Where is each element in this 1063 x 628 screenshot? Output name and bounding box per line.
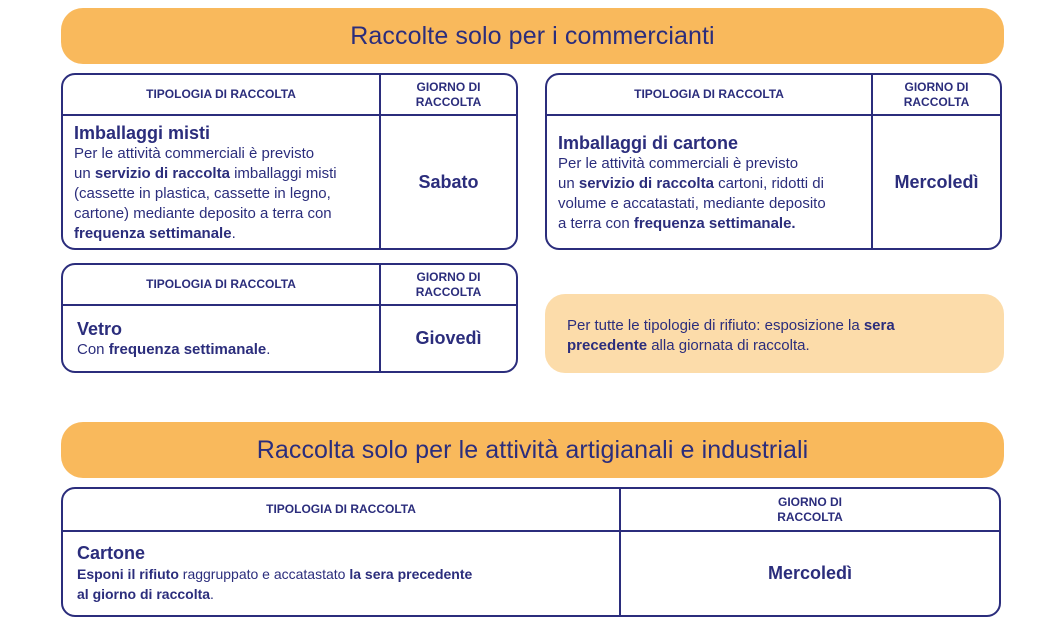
column-header-day: GIORNO DI RACCOLTA: [903, 79, 970, 109]
section-banner-commercial: [61, 8, 1004, 64]
collection-description: Cartone Esponi il rifiuto raggruppato e accatastato la sera precedente al giorno di raccolta.: [63, 532, 621, 615]
column-header-type: TIPOLOGIA DI RACCOLTA: [547, 75, 873, 114]
table-cardboard-packaging: [545, 73, 1002, 250]
collection-description: Vetro Con frequenza settimanale.: [63, 306, 381, 371]
table-mixed-packaging: [61, 73, 518, 250]
column-header-day: GIORNO DI RACCOLTA: [415, 79, 482, 109]
table-glass: [61, 263, 518, 373]
collection-title: Imballaggi misti: [74, 123, 211, 143]
collection-description: Imballaggi di cartone Per le attività commerciali è previsto un servizio di raccolta cartoni, ridotti di volume e accatastati, mediante deposito a terra con frequenza settimanale.: [547, 116, 873, 248]
section-title: Raccolta solo per le attività artigianali e industriali: [256, 435, 809, 464]
section-banner-industrial: [61, 422, 1004, 478]
collection-day: Giovedì: [415, 328, 482, 348]
column-header-type: TIPOLOGIA DI RACCOLTA: [63, 489, 621, 530]
collection-title: Cartone: [77, 543, 146, 563]
collection-day: Mercoledì: [767, 563, 853, 583]
collection-title: Vetro: [77, 319, 123, 339]
collection-description: Imballaggi misti Per le attività commerciali è previsto un servizio di raccolta imballaggi misti (cassette in plastica, cassette in legno, cartone) mediante deposito a terra con frequenza settimanale.: [63, 116, 381, 248]
column-header-day: GIORNO DI RACCOLTA: [415, 269, 482, 299]
column-header-day: GIORNO DI RACCOLTA: [777, 494, 843, 524]
column-header-type: TIPOLOGIA DI RACCOLTA: [63, 75, 381, 114]
collection-day: Sabato: [418, 171, 479, 192]
column-header-type: TIPOLOGIA DI RACCOLTA: [63, 265, 381, 304]
exposure-note: Per tutte le tipologie di rifiuto: esposizione la sera precedente alla giornata di raccolta.: [545, 294, 1004, 373]
collection-day: Mercoledì: [894, 171, 979, 192]
table-industrial-cardboard: [61, 487, 1001, 617]
section-title: Raccolte solo per i commercianti: [350, 21, 715, 50]
collection-title: Imballaggi di cartone: [558, 133, 739, 153]
